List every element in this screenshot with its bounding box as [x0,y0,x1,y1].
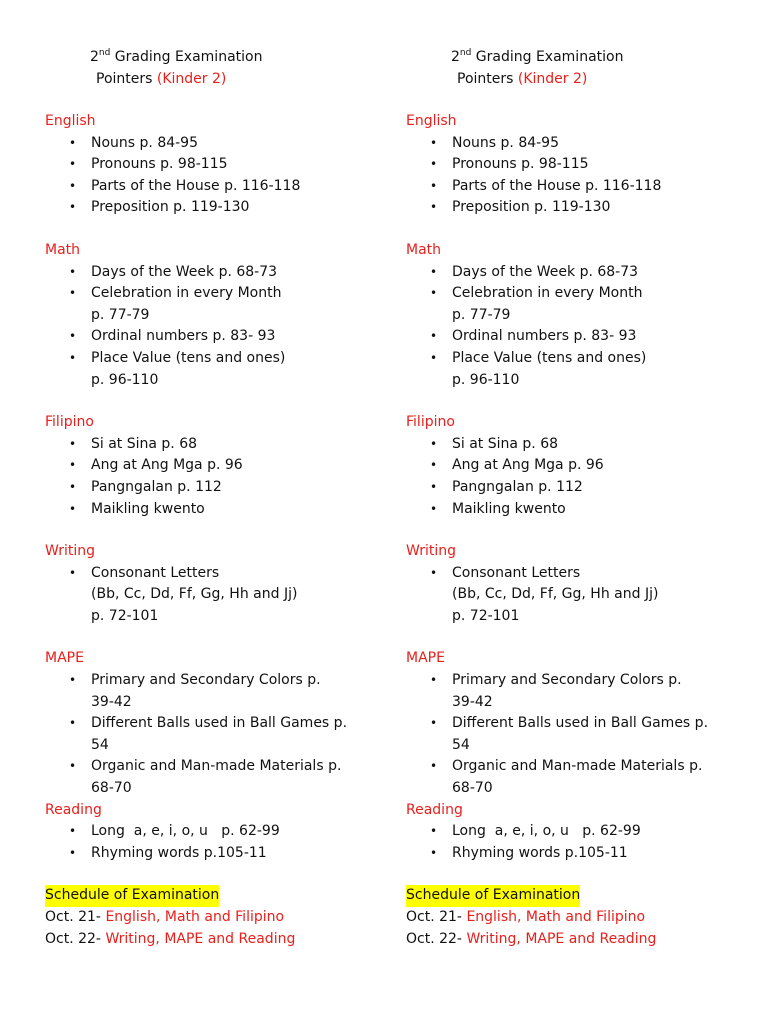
topic-continuation: (Bb, Cc, Dd, Ff, Gg, Hh and Jj) [91,586,298,603]
topic-item [406,283,746,326]
subject-heading: Filipino [406,414,455,431]
subject-heading: Writing [45,543,95,560]
topic-list [45,821,385,864]
topic-continuation: 54 [91,736,109,753]
schedule-date: Oct. 21- [406,909,467,925]
bullet-icon: • [69,673,77,688]
pointers-label: Pointers [96,71,157,87]
topic-item [406,821,746,843]
topic-text: Parts of the House p. 116-118 [91,177,301,194]
subject-heading: English [45,113,96,129]
subject-section-math [406,240,746,391]
schedule-row [45,907,385,929]
bullet-icon: • [430,200,438,215]
topic-list [45,262,385,392]
topic-item [45,326,385,348]
bullet-icon: • [69,329,77,344]
bullet-icon: • [69,157,77,172]
topic-item [45,713,385,756]
bullet-icon: • [69,565,77,580]
topic-item [45,499,385,521]
topic-item [406,154,746,176]
topic-item [406,670,746,713]
topic-text: Days of the Week p. 68-73 [91,263,278,280]
pointers-copy-right [406,46,746,950]
topic-text: Consonant Letters [91,564,220,581]
topic-text: Celebration in every Month [91,285,282,302]
schedule-row [406,929,746,951]
bullet-icon: • [430,135,438,150]
schedule-rows [406,907,746,950]
subject-section-math [45,240,385,391]
topic-item [406,348,746,391]
topic-text: Rhyming words p.105-11 [452,844,628,861]
topic-item [406,499,746,521]
bullet-icon: • [430,501,438,516]
level-label: (Kinder 2) [156,71,227,87]
bullet-icon: • [430,458,438,473]
bullet-icon: • [69,824,77,839]
topic-item [45,821,385,843]
bullet-icon: • [69,436,77,451]
subject-section-mape [406,648,746,799]
topic-text: Si at Sina p. 68 [91,435,198,452]
subject-heading: MAPE [45,650,84,667]
exam-schedule [45,885,385,950]
topic-item [406,262,746,284]
topic-item [45,843,385,865]
topic-continuation: (Bb, Cc, Dd, Ff, Gg, Hh and Jj) [452,586,659,603]
topic-item [406,455,746,477]
topic-item [45,176,385,198]
topic-item [406,434,746,456]
grade-number: 2 [90,49,99,65]
topic-item [406,176,746,198]
subject-section-filipino [406,412,746,520]
subjects-list [406,111,746,864]
schedule-subjects: Writing, MAPE and Reading [466,930,657,947]
topic-text: Nouns p. 84-95 [452,134,559,151]
topic-item [406,477,746,499]
grade-suffix: nd [459,48,472,58]
bullet-icon: • [69,759,77,774]
subject-section-writing [406,541,746,627]
schedule-row [406,907,746,929]
topic-text: Celebration in every Month [452,285,643,302]
topic-continuation: p. 96-110 [452,371,520,388]
grade-suffix: nd [98,48,111,58]
topic-text: Organic and Man-made Materials p. [452,758,703,775]
topic-text: Maikling kwento [452,500,566,517]
subject-section-reading [45,800,385,865]
topic-continuation: p. 77-79 [91,306,150,323]
topic-list [45,434,385,520]
schedule-row [45,929,385,951]
topic-item [45,434,385,456]
subject-heading: Reading [45,801,102,818]
topic-text: Different Balls used in Ball Games p. [452,715,709,732]
topic-text: Ang at Ang Mga p. 96 [91,457,243,474]
topic-continuation: 54 [452,736,470,753]
topic-item [45,563,385,628]
bullet-icon: • [430,845,438,860]
subject-heading: English [406,113,457,129]
topic-list [406,670,746,800]
topic-text: Different Balls used in Ball Games p. [91,715,348,732]
topic-text: Organic and Man-made Materials p. [91,758,342,775]
bullet-icon: • [430,673,438,688]
bullet-icon: • [69,286,77,301]
pointers-label: Pointers [457,71,518,87]
bullet-icon: • [430,157,438,172]
subject-heading: Math [406,241,442,258]
topic-item [406,713,746,756]
schedule-subjects: Writing, MAPE and Reading [105,930,296,947]
bullet-icon: • [430,716,438,731]
topic-text: Pangngalan p. 112 [452,478,583,495]
topic-list [406,434,746,520]
topic-text: Pangngalan p. 112 [91,478,222,495]
bullet-icon: • [430,479,438,494]
exam-heading [406,46,746,90]
topic-item [45,283,385,326]
topic-item [45,477,385,499]
bullet-icon: • [69,458,77,473]
topic-list [45,670,385,800]
subject-heading: Reading [406,801,463,818]
topic-item [45,670,385,713]
pointers-line [45,68,385,90]
schedule-subjects: English, Math and Filipino [105,909,285,925]
subject-section-english [45,111,385,219]
bullet-icon: • [430,824,438,839]
topic-text: Parts of the House p. 116-118 [452,177,662,194]
topic-text: Primary and Secondary Colors p. [452,672,682,689]
topic-continuation: p. 72-101 [452,607,520,624]
topic-text: Preposition p. 119-130 [452,199,611,216]
topic-continuation: 68-70 [91,780,132,797]
bullet-icon: • [69,716,77,731]
bullet-icon: • [430,178,438,193]
subject-heading: Writing [406,543,456,560]
bullet-icon: • [430,264,438,279]
schedule-date: Oct. 22- [406,930,467,947]
bullet-icon: • [430,436,438,451]
topic-text: Primary and Secondary Colors p. [91,672,321,689]
bullet-icon: • [430,286,438,301]
schedule-rows [45,907,385,950]
topic-item [45,262,385,284]
topic-text: Si at Sina p. 68 [452,435,559,452]
topic-text: Ang at Ang Mga p. 96 [452,457,604,474]
topic-item [406,756,746,799]
topic-continuation: 39-42 [452,693,493,710]
subject-heading: Filipino [45,414,94,431]
exam-heading [45,46,385,90]
bullet-icon: • [69,479,77,494]
topic-item [45,348,385,391]
topic-item [45,197,385,219]
schedule-date: Oct. 22- [45,930,106,947]
level-label: (Kinder 2) [517,71,588,87]
exam-title-text: Grading Examination [110,49,263,65]
topic-item [45,455,385,477]
bullet-icon: • [69,845,77,860]
topic-continuation: p. 77-79 [452,306,511,323]
pointers-copy-left [45,46,385,950]
topic-item [406,563,746,628]
schedule-date: Oct. 21- [45,909,106,925]
topic-text: Pronouns p. 98-115 [452,156,589,173]
bullet-icon: • [69,350,77,365]
subject-section-mape [45,648,385,799]
topic-item [45,756,385,799]
topic-continuation: p. 72-101 [91,607,159,624]
topic-list [45,563,385,628]
topic-continuation: p. 96-110 [91,371,159,388]
topic-list [406,262,746,392]
topic-text: Preposition p. 119-130 [91,199,250,216]
topic-text: Ordinal numbers p. 83- 93 [452,328,637,345]
topic-text: Long a, e, i, o, u p. 62-99 [452,823,641,840]
topic-item [406,326,746,348]
subject-section-english [406,111,746,219]
bullet-icon: • [69,200,77,215]
bullet-icon: • [69,264,77,279]
exam-title-text: Grading Examination [471,49,624,65]
schedule-subjects: English, Math and Filipino [466,909,646,925]
topic-text: Place Value (tens and ones) [452,349,647,366]
topic-item [45,154,385,176]
topic-item [406,843,746,865]
topic-text: Maikling kwento [91,500,205,517]
topic-list [45,133,385,219]
exam-title [45,46,385,68]
topic-continuation: 68-70 [452,780,493,797]
bullet-icon: • [430,565,438,580]
topic-text: Pronouns p. 98-115 [91,156,228,173]
topic-text: Long a, e, i, o, u p. 62-99 [91,823,280,840]
pointers-line [406,68,746,90]
topic-list [406,821,746,864]
topic-text: Days of the Week p. 68-73 [452,263,639,280]
topic-text: Place Value (tens and ones) [91,349,286,366]
topic-list [406,563,746,628]
bullet-icon: • [69,501,77,516]
subject-heading: MAPE [406,650,445,667]
subject-heading: Math [45,241,81,258]
topic-text: Nouns p. 84-95 [91,134,198,151]
schedule-title: Schedule of Examination [406,885,580,907]
exam-schedule [406,885,746,950]
subject-section-reading [406,800,746,865]
bullet-icon: • [430,329,438,344]
bullet-icon: • [69,178,77,193]
topic-text: Ordinal numbers p. 83- 93 [91,328,276,345]
topic-item [406,133,746,155]
exam-title [406,46,746,68]
topic-list [406,133,746,219]
subject-section-writing [45,541,385,627]
topic-text: Rhyming words p.105-11 [91,844,267,861]
topic-item [406,197,746,219]
grade-number: 2 [451,49,460,65]
subjects-list [45,111,385,864]
bullet-icon: • [430,759,438,774]
schedule-title: Schedule of Examination [45,885,219,907]
bullet-icon: • [69,135,77,150]
subject-section-filipino [45,412,385,520]
bullet-icon: • [430,350,438,365]
topic-text: Consonant Letters [452,564,581,581]
topic-continuation: 39-42 [91,693,132,710]
topic-item [45,133,385,155]
